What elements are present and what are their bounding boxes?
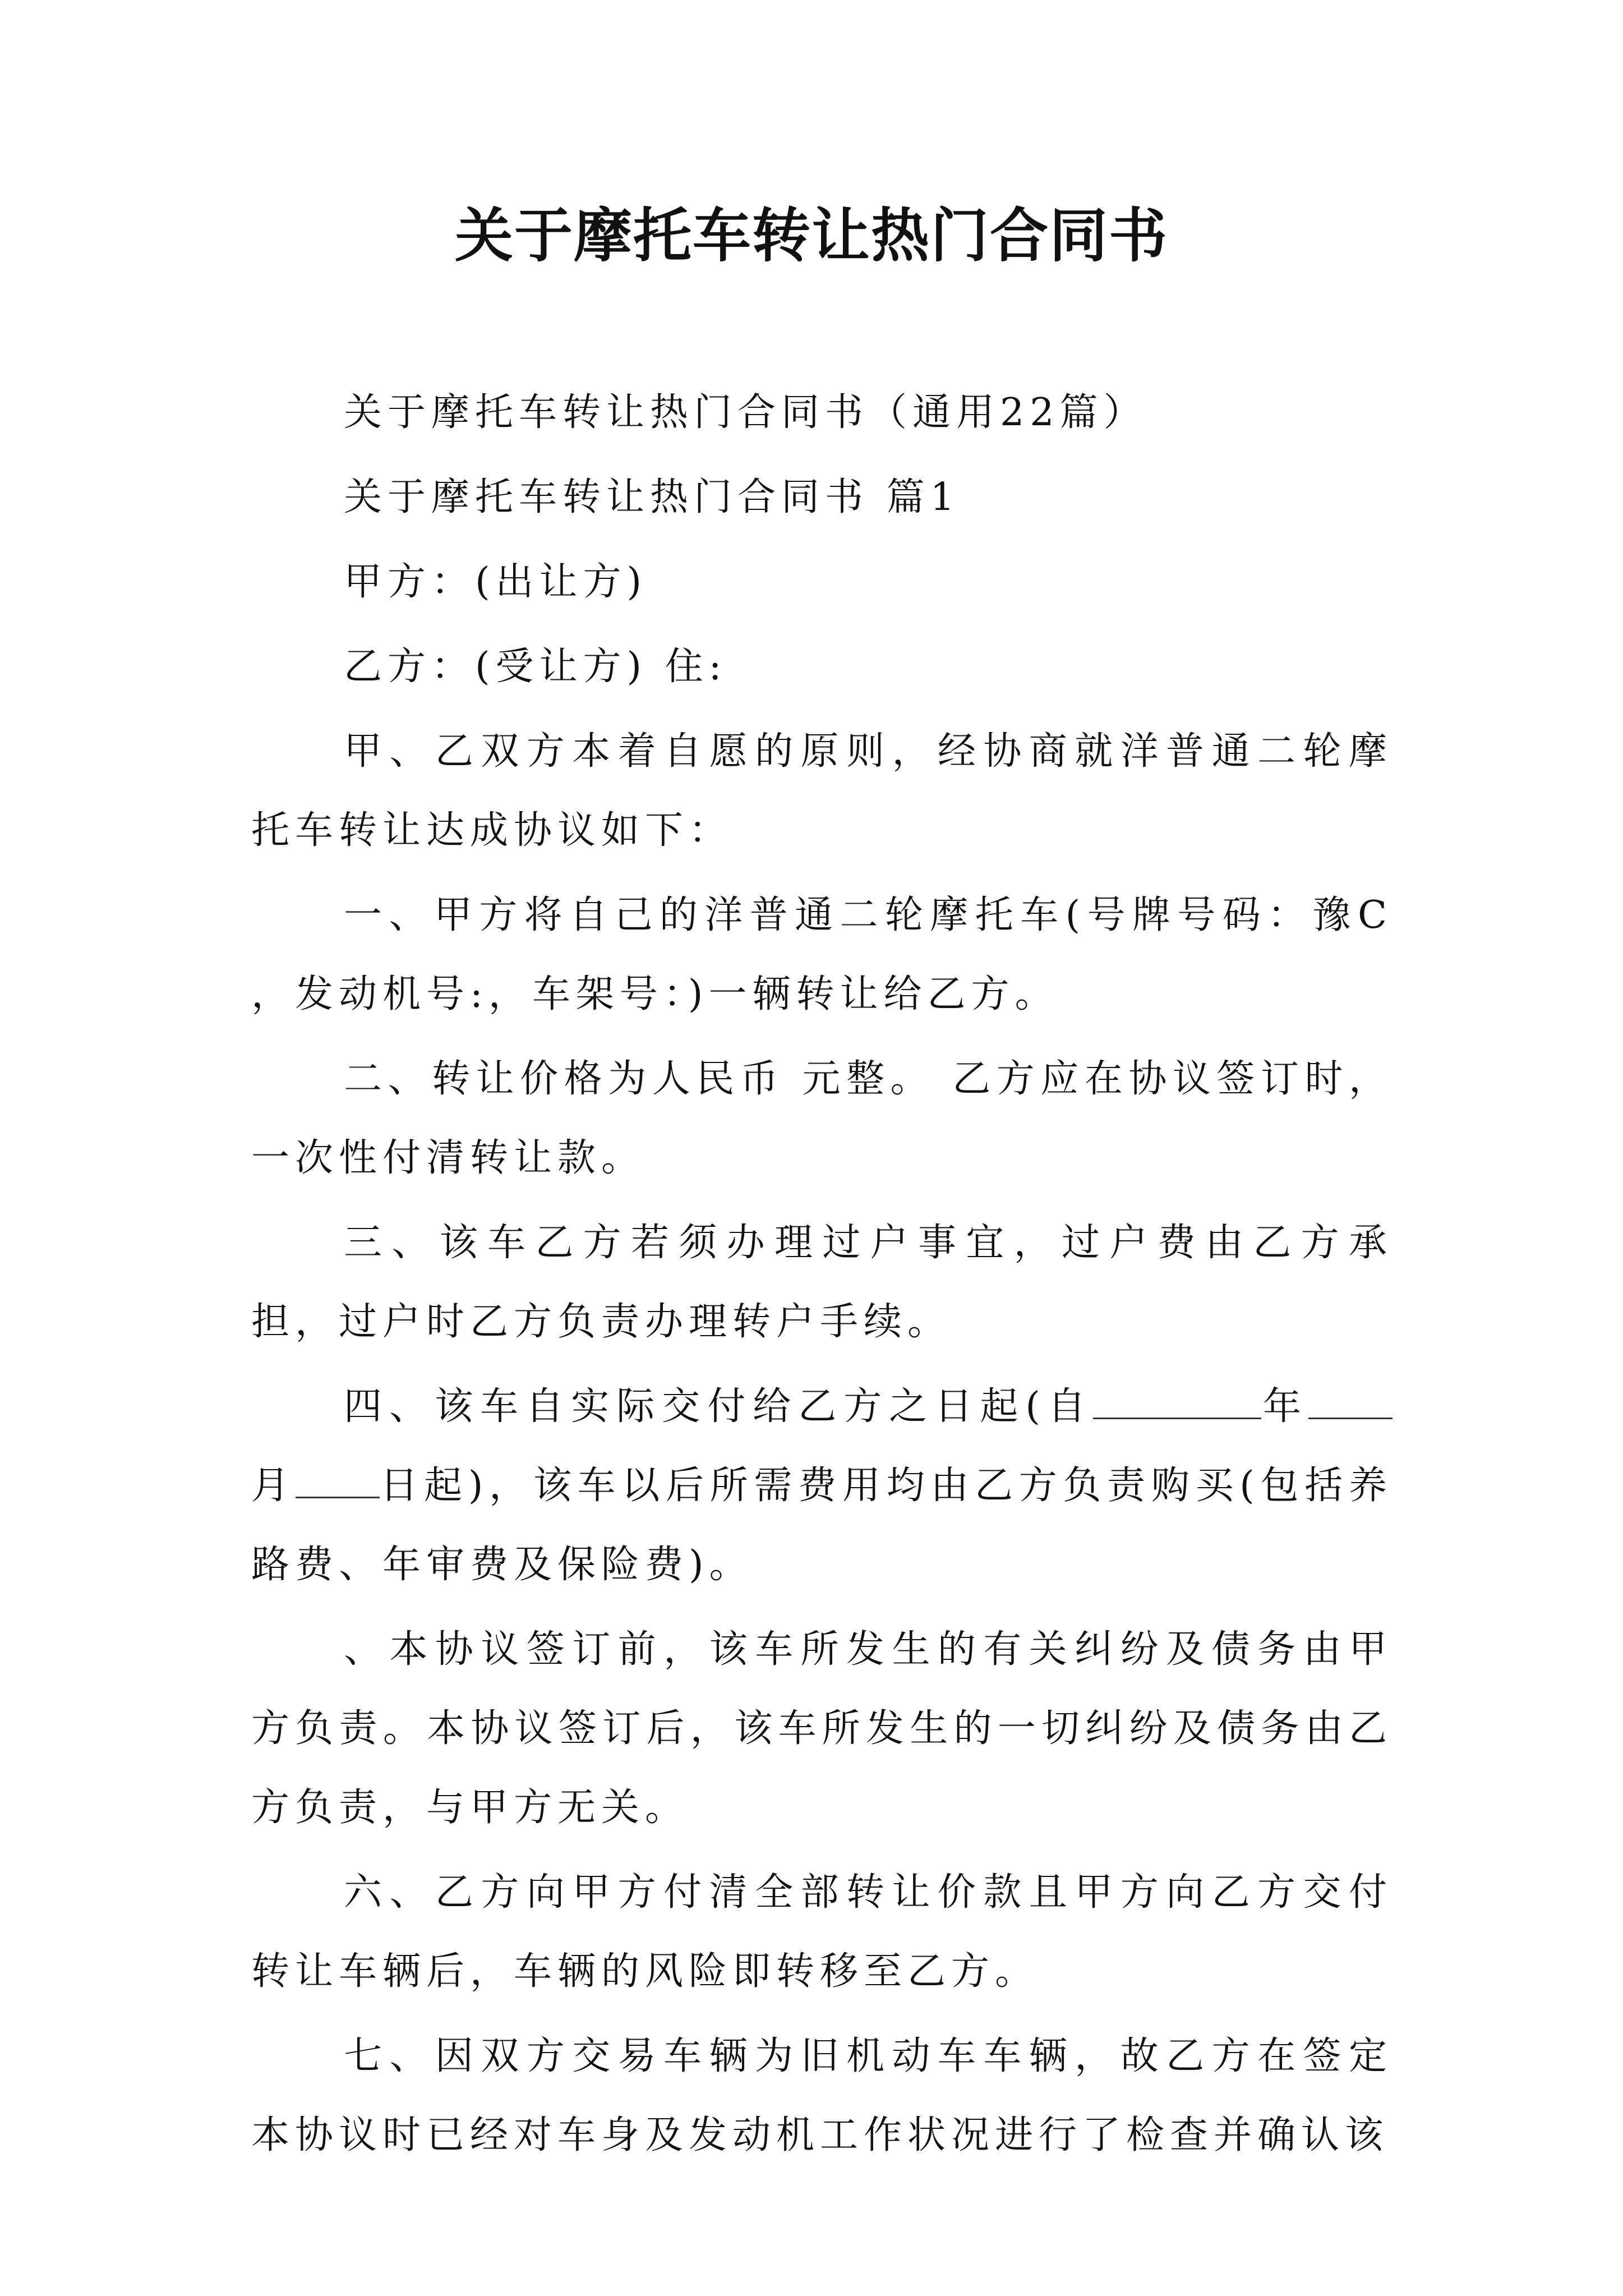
section-heading: 关于摩托车转让热门合同书 篇1 <box>344 475 960 519</box>
clause-4-text-start: 四、该车自实际交付给乙方之日起(自 <box>344 1384 1093 1429</box>
clause-4 <box>251 1367 1393 1604</box>
party-b-line: 乙方：(受让方) 住: <box>344 645 727 689</box>
clause-2: 二、转让价格为人民币 元整。 乙方应在协议签订时，一次性付清转让款。 <box>251 1057 1393 1180</box>
clause-6: 六、乙方向甲方付清全部转让价款且甲方向乙方交付转让车辆后，车辆的风险即转移至乙方。 <box>251 1870 1393 1994</box>
clause-4-month-label: 月 <box>251 1464 296 1508</box>
clause-4-year-label: 年 <box>1261 1384 1308 1429</box>
doc-subtitle: 关于摩托车转让热门合同书（通用22篇） <box>344 390 1147 435</box>
clause-3: 三、该车乙方若须办理过户事宜，过户费由乙方承担，过户时乙方负责办理转户手续。 <box>251 1221 1393 1344</box>
clause-1: 一、甲方将自己的洋普通二轮摩托车(号牌号码：豫C ，发动机号:，车架号：)一辆转让给乙方。 <box>251 893 1393 1016</box>
year-blank <box>1093 1378 1261 1419</box>
day-blank <box>296 1457 380 1498</box>
month-blank <box>1308 1378 1393 1419</box>
clause-5: 、本协议签订前，该车所发生的有关纠纷及债务由甲方负责。本协议签订后，该车所发生的一切纠纷及债务由乙方负责，与甲方无关。 <box>251 1627 1393 1830</box>
clause-4-text-end: 日起)，该车以后所需费用均由乙方负责购买(包括养路费、年审费及保险费)。 <box>251 1464 1393 1587</box>
intro-paragraph: 甲、乙双方本着自愿的原则，经协商就洋普通二轮摩托车转让达成协议如下： <box>251 729 1393 853</box>
clause-7: 七、因双方交易车辆为旧机动车车辆，故乙方在签定本协议时已经对车身及发动机工作状况进行了检查并确认该 <box>251 2034 1393 2157</box>
document-body <box>251 373 1393 2180</box>
party-a-line: 甲方：(出让方) <box>344 560 648 604</box>
document-title: 关于摩托车转让热门合同书 <box>454 201 1168 270</box>
